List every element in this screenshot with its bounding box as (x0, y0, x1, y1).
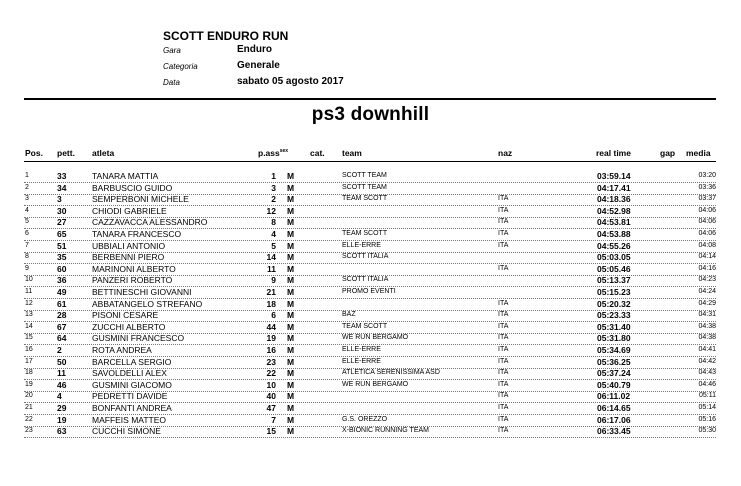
row-media: 04:31 (698, 311, 716, 319)
row-athlete: MARINONI ALBERTO (92, 263, 176, 274)
col-team: team (342, 148, 362, 158)
row-pass: 3 (271, 182, 276, 193)
row-pass: 16 (266, 345, 276, 355)
row-naz: ITA (498, 311, 509, 319)
meta-label-categoria: Categoria (163, 62, 198, 71)
row-pos: 12 (25, 299, 33, 307)
row-team: SCOTT ITALIA (342, 276, 389, 284)
row-time: 04:53.81 (597, 217, 631, 228)
row-time: 05:15.23 (597, 287, 631, 297)
row-pett: 2 (57, 345, 62, 355)
row-sex: M (287, 182, 295, 193)
col-pos: Pos. (25, 148, 43, 158)
row-pass: 12 (266, 205, 276, 216)
row-time: 05:05.46 (597, 263, 631, 274)
row-sex: M (287, 194, 295, 205)
row-pett: 64 (57, 333, 67, 344)
table-row (0, 240, 741, 252)
row-naz: ITA (498, 357, 509, 365)
row-pos: 2 (25, 183, 29, 191)
col-media: media (686, 148, 711, 158)
row-pass: 44 (266, 321, 276, 332)
row-naz: ITA (498, 334, 509, 342)
table-row (0, 367, 741, 379)
row-team: ELLE-ERRE (342, 241, 381, 249)
row-naz: ITA (498, 206, 509, 214)
row-team: SCOTT TEAM (342, 183, 387, 191)
row-media: 04:42 (698, 357, 716, 365)
row-sex: M (287, 263, 295, 274)
row-pos: 13 (25, 311, 33, 319)
row-pett: 60 (57, 263, 67, 274)
row-time: 05:31.80 (597, 333, 631, 344)
row-time: 06:14.65 (597, 403, 631, 413)
row-pos: 8 (25, 253, 29, 261)
row-time: 04:18.36 (597, 194, 631, 205)
row-pett: 28 (57, 310, 67, 321)
table-row (0, 170, 741, 182)
row-pett: 3 (57, 194, 62, 205)
row-pett: 67 (57, 321, 67, 332)
col-pass-label: p.ass (258, 148, 280, 158)
row-sex: M (287, 217, 295, 228)
meta-value-gara: Enduro (237, 44, 272, 55)
row-athlete: CHIODI GABRIELE (92, 205, 167, 216)
row-athlete: BERBENNI PIERO (92, 252, 165, 263)
row-sex: M (287, 345, 295, 355)
row-sex: M (287, 252, 295, 263)
row-athlete: UBBIALI ANTONIO (92, 240, 166, 251)
row-media: 04:23 (698, 276, 716, 284)
row-pett: 51 (57, 240, 67, 251)
row-pett: 30 (57, 205, 67, 216)
row-team: BAZ (342, 311, 356, 319)
table-row (0, 332, 741, 344)
row-athlete: MAFFEIS MATTEO (92, 414, 166, 425)
row-team: SCOTT ITALIA (342, 253, 389, 261)
row-media: 04:38 (698, 334, 716, 342)
table-row (0, 321, 741, 333)
row-media: 04:14 (698, 253, 716, 261)
row-pass: 14 (266, 252, 276, 263)
col-real-time: real time (596, 148, 631, 158)
row-pett: 50 (57, 356, 67, 367)
row-pos: 16 (25, 346, 33, 353)
row-team: TEAM SCOTT (342, 230, 388, 237)
row-athlete: BETTINESCHI GIOVANNI (92, 287, 192, 297)
row-pass: 15 (266, 426, 276, 437)
row-team: X-BIONIC RUNNING TEAM (342, 427, 429, 435)
row-time: 05:36.25 (597, 356, 631, 367)
row-sex: M (287, 321, 295, 332)
row-team: SCOTT TEAM (342, 172, 387, 179)
row-media: 03:20 (698, 172, 716, 179)
row-pass: 5 (271, 240, 276, 251)
row-sex: M (287, 414, 295, 425)
row-pos: 14 (25, 322, 33, 330)
row-time: 05:13.37 (597, 275, 631, 286)
table-row (0, 298, 741, 310)
row-media: 04:06 (698, 230, 716, 237)
col-gap: gap (660, 148, 676, 158)
row-time: 04:52.98 (597, 205, 631, 216)
row-media: 04:08 (698, 241, 716, 249)
row-pass: 40 (266, 391, 276, 402)
row-pos: 7 (25, 241, 29, 249)
row-naz: ITA (498, 392, 509, 400)
row-pett: 33 (57, 171, 67, 181)
row-athlete: TANARA MATTIA (92, 171, 159, 181)
meta-value-data: sabato 05 agosto 2017 (237, 76, 344, 87)
row-athlete: ABBATANGELO STREFANO (92, 298, 203, 309)
row-pass: 4 (271, 229, 276, 239)
row-pass: 23 (266, 356, 276, 367)
table-row (0, 344, 741, 356)
table-row (0, 216, 741, 228)
row-media: 05:14 (698, 404, 716, 411)
row-pos: 15 (25, 334, 33, 342)
row-pass: 47 (266, 403, 276, 413)
row-pos: 11 (25, 288, 33, 295)
meta-value-categoria: Generale (237, 60, 280, 71)
row-divider (24, 437, 716, 438)
row-athlete: PEDRETTI DAVIDE (92, 391, 168, 402)
table-row (0, 390, 741, 402)
row-media: 04:06 (698, 218, 716, 226)
row-time: 05:31.40 (597, 321, 631, 332)
row-pett: 61 (57, 298, 67, 309)
row-athlete: PANZERI ROBERTO (92, 275, 173, 286)
row-team: ELLE-ERRE (342, 357, 381, 365)
row-media: 04:43 (698, 369, 716, 377)
row-media: 04:29 (698, 299, 716, 307)
row-athlete: TANARA FRANCESCO (92, 229, 182, 239)
row-time: 06:33.45 (597, 426, 631, 437)
row-athlete: BARCELLA SERGIO (92, 356, 172, 367)
row-pett: 65 (57, 229, 67, 239)
row-pos: 18 (25, 369, 33, 377)
row-athlete: SAVOLDELLI ALEX (92, 368, 167, 379)
row-pett: 46 (57, 379, 67, 390)
row-sex: M (287, 240, 295, 251)
row-naz: ITA (498, 369, 509, 377)
row-pett: 4 (57, 391, 62, 402)
table-row (0, 182, 741, 194)
row-pett: 11 (57, 368, 66, 379)
row-media: 04:06 (698, 206, 716, 214)
row-pos: 21 (25, 404, 33, 411)
row-athlete: CAZZAVACCA ALESSANDRO (92, 217, 208, 228)
row-pass: 10 (266, 379, 276, 390)
row-team: WE RUN BERGAMO (342, 380, 409, 388)
row-time: 05:40.79 (597, 379, 631, 390)
row-naz: ITA (498, 264, 509, 272)
row-team: ELLE-ERRE (342, 346, 381, 353)
header-divider (24, 98, 716, 100)
row-naz: ITA (498, 299, 509, 307)
row-naz: ITA (498, 427, 509, 435)
row-team: TEAM SCOTT (342, 195, 388, 203)
row-media: 04:16 (698, 264, 716, 272)
row-pos: 22 (25, 415, 33, 423)
row-naz: ITA (498, 195, 509, 203)
row-time: 06:11.02 (597, 391, 631, 402)
row-team: TEAM SCOTT (342, 322, 388, 330)
row-sex: M (287, 333, 295, 344)
row-pos: 17 (25, 357, 33, 365)
col-cat: cat. (310, 148, 325, 158)
row-sex: M (287, 391, 295, 402)
row-media: 04:46 (698, 380, 716, 388)
row-time: 04:55.26 (597, 240, 631, 251)
table-row (0, 205, 741, 217)
row-pass: 21 (266, 287, 276, 297)
row-pos: 23 (25, 427, 33, 435)
row-naz: ITA (498, 241, 509, 249)
row-athlete: CUCCHI SIMONE (92, 426, 161, 437)
row-team: ATLETICA SERENISSIMA ASD (342, 369, 440, 377)
row-athlete: PISONI CESARE (92, 310, 159, 321)
table-row (0, 274, 741, 286)
row-time: 04:17.41 (597, 182, 631, 193)
row-team: WE RUN BERGAMO (342, 334, 409, 342)
col-pass (258, 148, 288, 158)
row-sex: M (287, 205, 295, 216)
table-row (0, 193, 741, 205)
row-naz: ITA (498, 322, 509, 330)
row-pos: 19 (25, 380, 33, 388)
row-media: 04:24 (698, 288, 716, 295)
table-row (0, 309, 741, 321)
table-row (0, 251, 741, 263)
row-pett: 34 (57, 182, 67, 193)
row-naz: ITA (498, 415, 509, 423)
row-media: 03:36 (698, 183, 716, 191)
row-team: PROMO EVENTI (342, 288, 396, 295)
row-pass: 6 (271, 310, 276, 321)
row-sex: M (287, 356, 295, 367)
row-pett: 35 (57, 252, 67, 263)
row-sex: M (287, 368, 295, 379)
row-pett: 19 (57, 414, 67, 425)
table-row (0, 414, 741, 426)
row-pass: 1 (271, 171, 276, 181)
meta-label-data: Data (163, 78, 180, 87)
row-pass: 11 (267, 263, 276, 274)
row-pos: 10 (25, 276, 33, 284)
row-time: 05:37.24 (597, 368, 631, 379)
row-media: 04:38 (698, 322, 716, 330)
row-naz: ITA (498, 404, 509, 411)
row-sex: M (287, 379, 295, 390)
row-media: 05:11 (699, 392, 716, 400)
row-pass: 2 (271, 194, 276, 205)
table-row (0, 425, 741, 437)
row-sex: M (287, 229, 295, 239)
row-sex: M (287, 403, 295, 413)
row-pass: 22 (266, 368, 276, 379)
row-pett: 36 (57, 275, 67, 286)
table-row (0, 286, 741, 298)
row-time: 05:23.33 (597, 310, 631, 321)
col-sex: sex (279, 148, 289, 154)
row-team: G.S. OREZZO (342, 415, 388, 423)
row-media: 04:41 (698, 346, 716, 353)
table-header-divider (24, 161, 716, 162)
row-time: 04:53.88 (597, 229, 631, 239)
col-naz: naz (498, 148, 513, 158)
row-sex: M (287, 298, 295, 309)
row-pett: 27 (57, 217, 67, 228)
row-pos: 9 (25, 264, 29, 272)
row-pett: 29 (57, 403, 67, 413)
col-atleta: atleta (92, 148, 115, 158)
table-row (0, 356, 741, 368)
row-media: 05:30 (698, 427, 716, 435)
table-row (0, 379, 741, 391)
row-pass: 7 (271, 414, 276, 425)
row-media: 03:37 (698, 195, 716, 203)
row-media: 05:16 (698, 415, 716, 423)
row-time: 05:34.69 (597, 345, 631, 355)
row-time: 03:59.14 (597, 171, 631, 181)
row-naz: ITA (498, 346, 509, 353)
row-time: 06:17.06 (597, 414, 631, 425)
row-pos: 4 (25, 206, 29, 214)
row-sex: M (287, 287, 295, 297)
row-athlete: ROTA ANDREA (92, 345, 152, 355)
row-pos: 5 (25, 218, 29, 226)
table-row (0, 402, 741, 414)
row-sex: M (287, 426, 295, 437)
row-pos: 1 (25, 172, 29, 179)
row-pass: 18 (266, 298, 276, 309)
row-pos: 20 (25, 392, 33, 400)
row-naz: ITA (498, 230, 509, 237)
row-athlete: BARBUSCIO GUIDO (92, 182, 173, 193)
row-time: 05:20.32 (597, 298, 631, 309)
row-pos: 3 (25, 195, 29, 203)
row-sex: M (287, 171, 295, 181)
col-pett: pett. (57, 148, 75, 158)
row-naz: ITA (498, 218, 509, 226)
row-athlete: GUSMINI FRANCESCO (92, 333, 185, 344)
row-pass: 19 (266, 333, 276, 344)
event-title: SCOTT ENDURO RUN (163, 29, 289, 43)
row-pett: 49 (57, 287, 67, 297)
row-pass: 9 (271, 275, 276, 286)
row-athlete: SEMPERBONI MICHELE (92, 194, 189, 205)
row-athlete: GUSMINI GIACOMO (92, 379, 172, 390)
row-naz: ITA (498, 380, 509, 388)
meta-label-gara: Gara (163, 46, 181, 55)
row-pett: 63 (57, 426, 67, 437)
row-athlete: BONFANTI ANDREA (92, 403, 172, 413)
table-row (0, 228, 741, 240)
row-sex: M (287, 310, 295, 321)
row-pass: 8 (271, 217, 276, 228)
row-sex: M (287, 275, 295, 286)
row-athlete: ZUCCHI ALBERTO (92, 321, 166, 332)
stage-title: ps3 downhill (311, 104, 430, 125)
row-time: 05:03.05 (597, 252, 631, 263)
table-row (0, 263, 741, 275)
row-pos: 6 (25, 230, 29, 237)
